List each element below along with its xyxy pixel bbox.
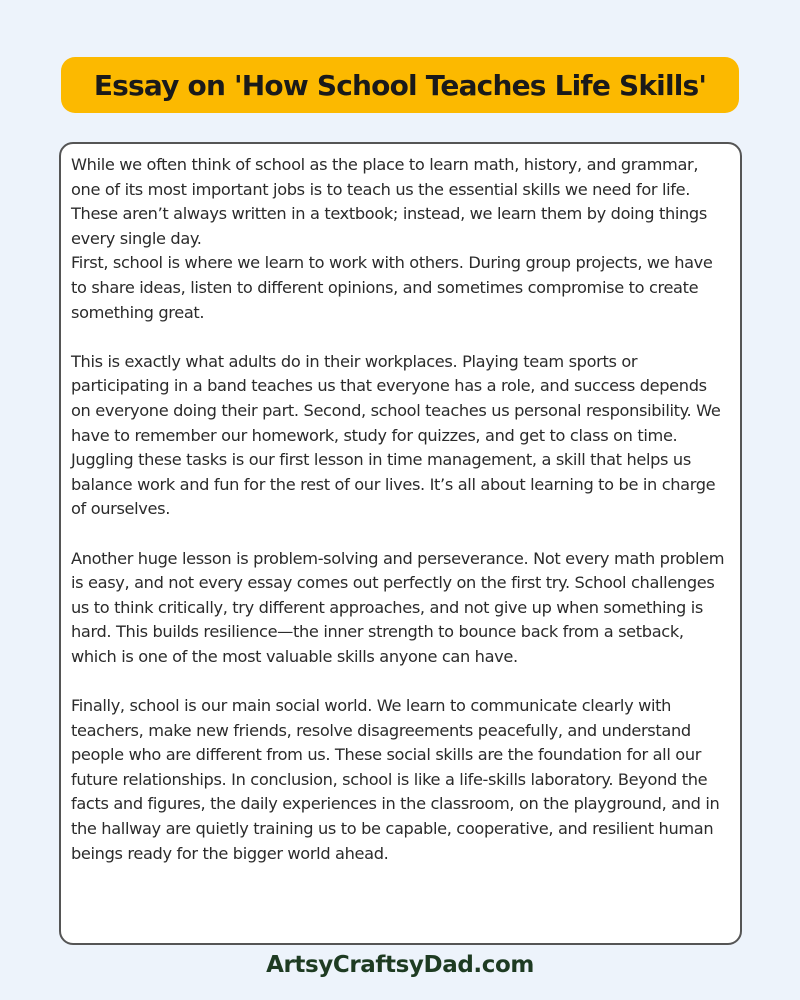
title-banner — [61, 57, 739, 113]
essay-card — [59, 142, 742, 945]
essay-paragraph-perseverance: Another huge lesson is problem-solving and perseverance. Not every math problem is easy, and not every essay comes out perfectly on the first try. School challenges us to think critically, try different approaches, and not give up when something is hard. This builds resilience—the inner strength to bounce back from a setback, which is one of the most valuable skills anyone can have. — [71, 548, 725, 666]
essay-paragraph-social: Finally, school is our main social world. We learn to communicate clearly with teachers, make new friends, resolve disagreements peacefully, and understand people who are different from us. These social skills are the foundation for all our future relationships. In conclusion, school is like a life-skills laboratory. Beyond the facts and figures, the daily experiences in the classroom, on the playground, and in the hallway are quietly training us to be capable, cooperative, and resilient human beings ready for the bigger world ahead. — [71, 696, 720, 863]
page-title: Essay on 'How School Teaches Life Skills' — [93, 68, 707, 102]
essay-paragraph-intro: While we often think of school as the place to learn math, history, and grammar, one of its most important jobs is to teach us the essential skills we need for life. These aren’t always written in a textbook; instead, we learn them by doing things every single day. — [71, 155, 707, 248]
essay-paragraph-responsibility: This is exactly what adults do in their workplaces. Playing team sports or participating in a band teaches us that everyone has a role, and success depends on everyone doing their part. Second, school teaches us personal responsibility. We have to remember our homework, study for quizzes, and get to class on time. Juggling these tasks is our first lesson in time management, a skill that helps us balance work and fun for the rest of our lives. It’s all about learning to be in charge of ourselves. — [71, 351, 721, 519]
essay-paragraph-teamwork: First, school is where we learn to work with others. During group projects, we have to share ideas, listen to different opinions, and sometimes compromise to create something great. — [71, 253, 713, 322]
site-watermark: ArtsyCraftsyDad.com — [266, 952, 534, 978]
